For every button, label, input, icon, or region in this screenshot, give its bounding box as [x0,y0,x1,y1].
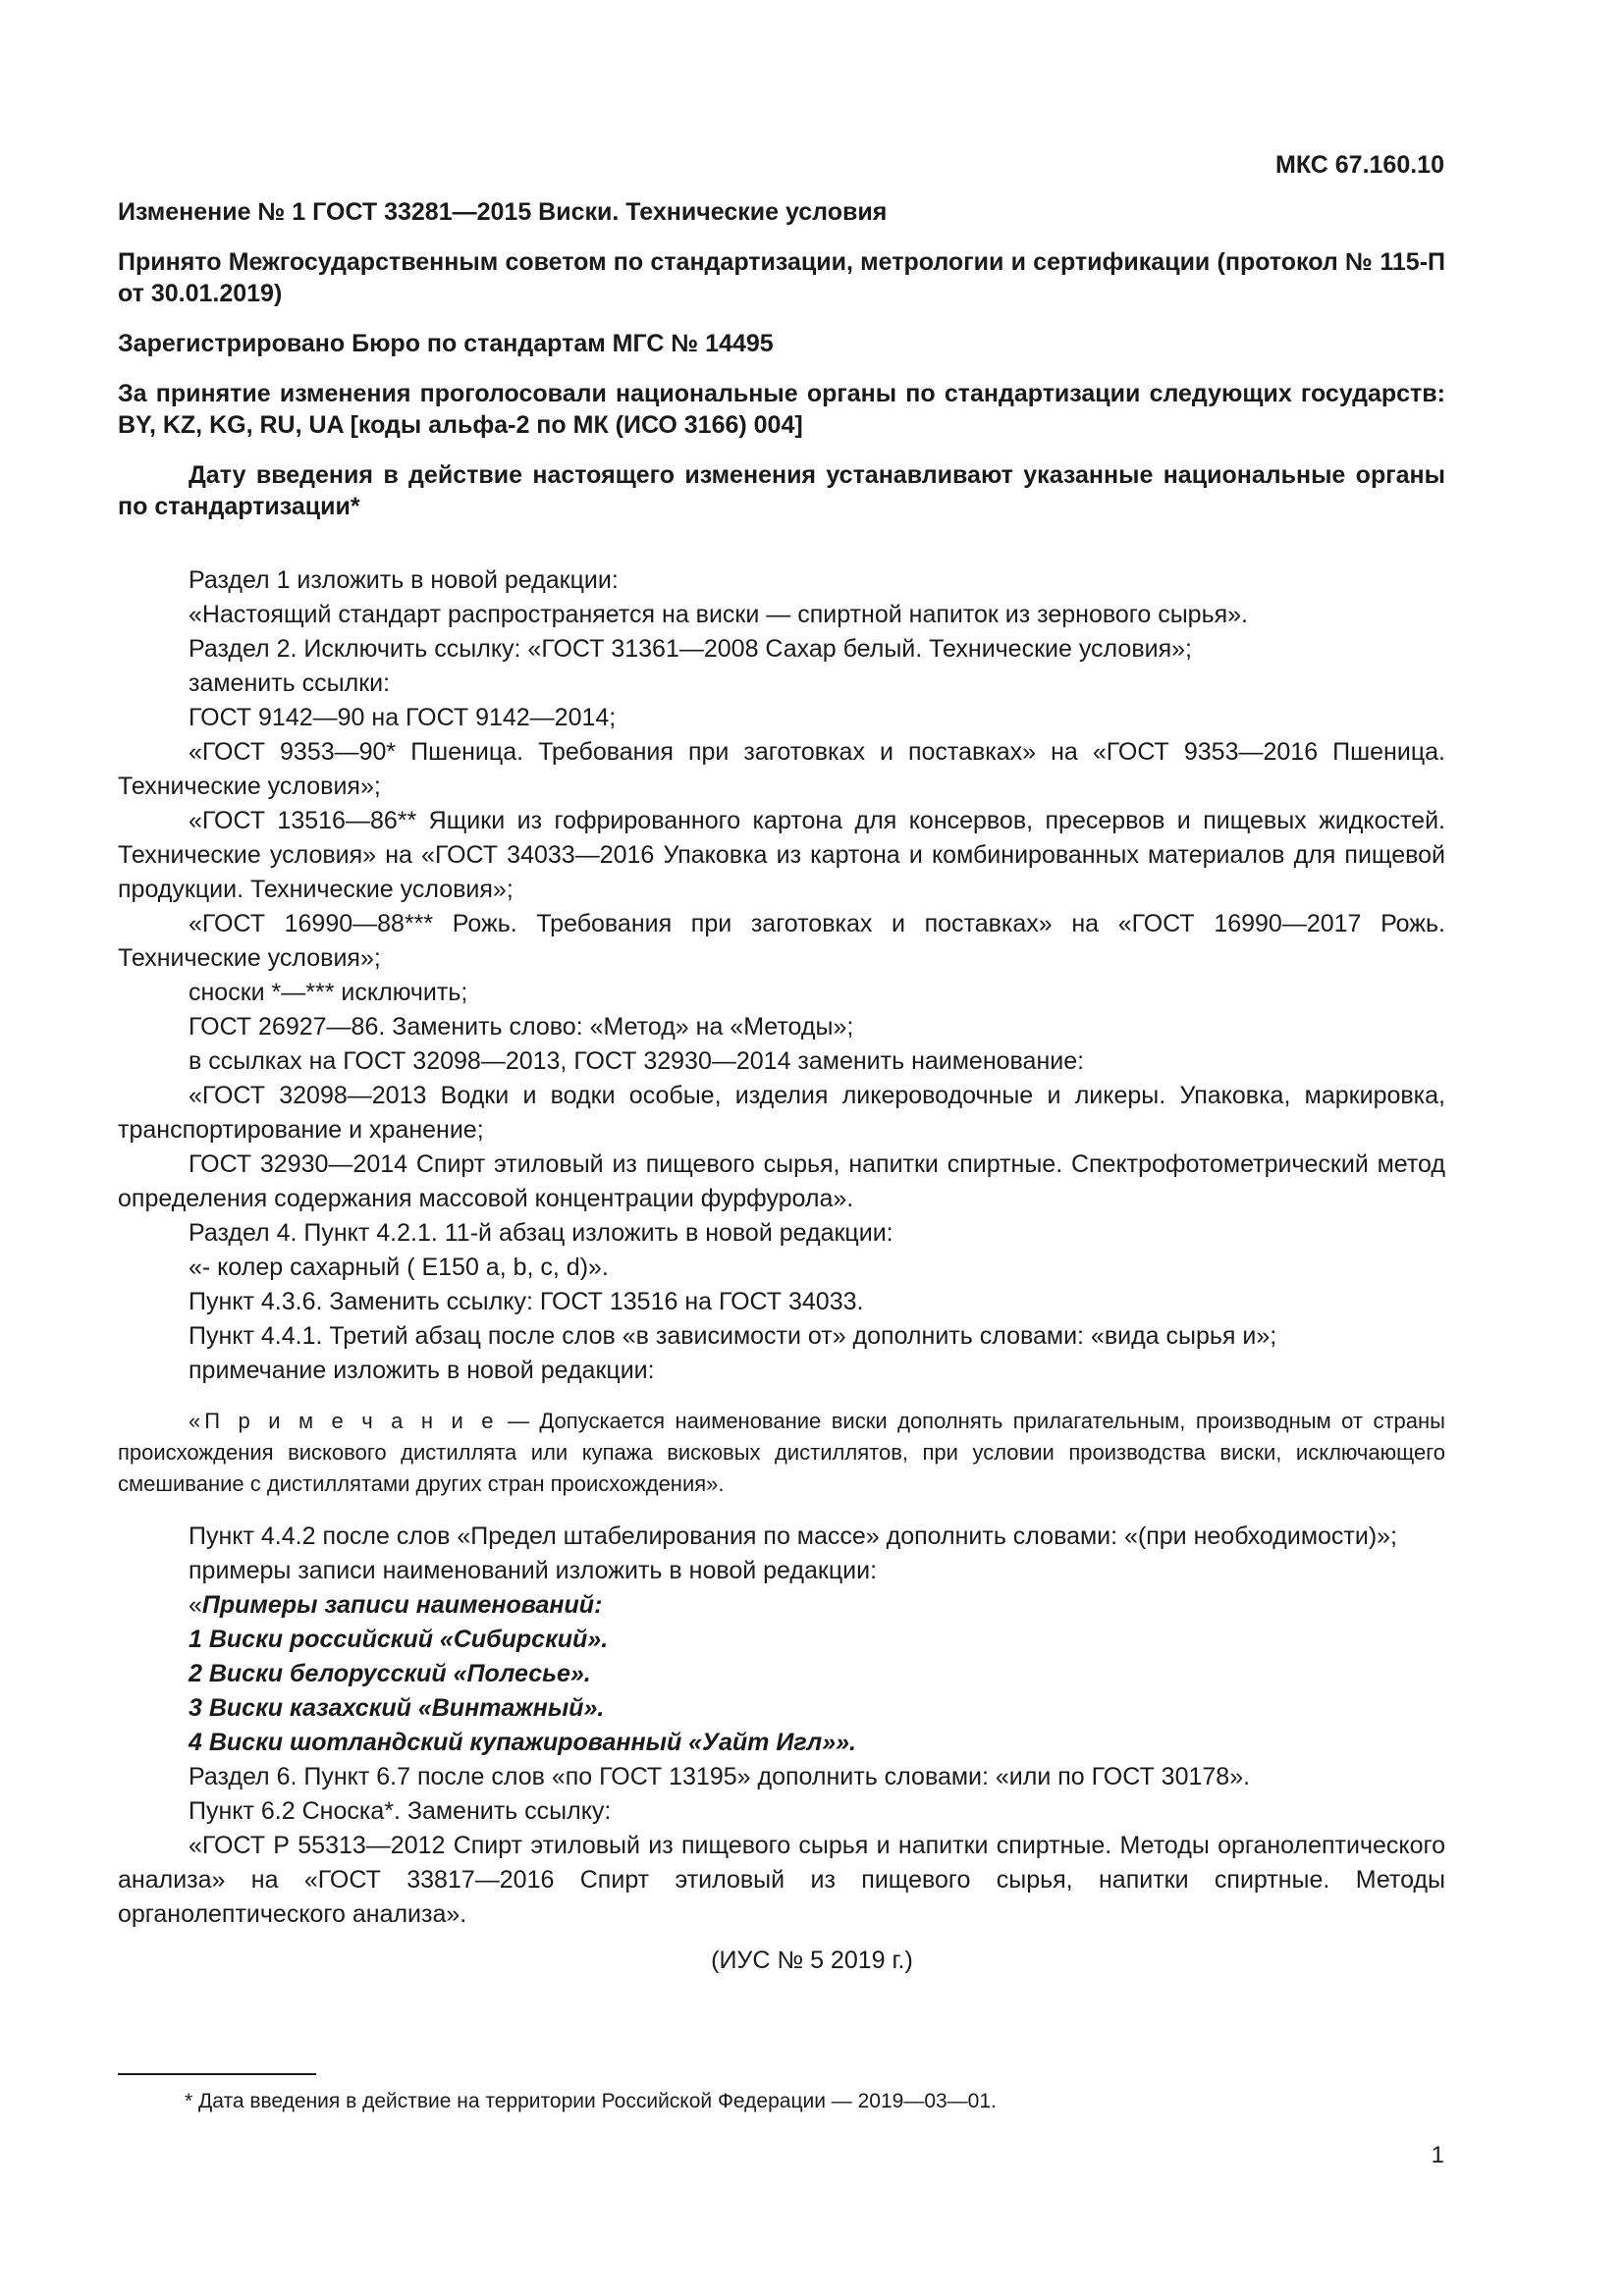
footnote-divider [118,2073,316,2075]
open-quote: « [189,1591,202,1619]
examples-title-text: Примеры записи наименований: [201,1591,603,1619]
paragraph: Пункт 4.4.1. Третий абзац после слов «в зависимости от» дополнить словами: «вида сырья и»; [189,1322,1277,1350]
paragraph: примеры записи наименований изложить в новой редакции: [189,1557,878,1584]
note-block [118,1406,1445,1500]
paragraph: ГОСТ 9142—90 на ГОСТ 9142—2014; [189,704,617,731]
paragraph: «ГОСТ 13516—86** Ящики из гофрированного картона для консервов, пресервов и пищевых жидкостей. Технические условия» на «ГОСТ 34033—2016 Упаковка из картона и комбинированных материалов для пищевой продукции. Технические условия»; [118,807,1445,903]
document-header [118,196,1445,541]
page-number: 1 [1431,2142,1444,2168]
classification-code: МКС 67.160.10 [1275,151,1444,179]
registration-statement: Зарегистрировано Бюро по стандартам МГС № 14495 [118,330,774,357]
paragraph: ГОСТ 26927—86. Заменить слово: «Метод» на «Методы»; [189,1013,854,1041]
paragraph: «ГОСТ Р 55313—2012 Спирт этиловый из пищевого сырья и напитки спиртные. Методы органолептического анализа» на «ГОСТ 33817—2016 Спирт этиловый из пищевого сырья, напитки спиртные. Методы органолептического анализа». [118,1832,1445,1928]
paragraph: «ГОСТ 32098—2013 Водки и водки особые, изделия ликероводочные и ликеры. Упаковка, маркировка, транспортирование и хранение; [118,1082,1445,1144]
paragraph: Раздел 1 изложить в новой редакции: [189,566,619,594]
paragraph: Раздел 2. Исключить ссылку: «ГОСТ 31361—2008 Сахар белый. Технические условия»; [189,635,1192,663]
note-label: «П р и м е ч а н и е [189,1409,498,1433]
paragraph: Раздел 6. Пункт 6.7 после слов «по ГОСТ 13195» дополнить словами: «или по ГОСТ 30178». [189,1763,1251,1790]
paragraph: Пункт 4.3.6. Заменить ссылку: ГОСТ 13516 на ГОСТ 34033. [189,1288,864,1315]
amendment-title: Изменение № 1 ГОСТ 33281—2015 Виски. Технические условия [118,198,888,226]
paragraph: «ГОСТ 9353—90* Пшеница. Требования при заготовках и поставках» на «ГОСТ 9353—2016 Пшеница. Технические условия»; [118,738,1445,800]
footnote: * Дата введения в действие на территории Российской Федерации — 2019—03—01. [185,2090,997,2112]
example-item: 4 Виски шотландский купажированный «Уайт Игл»». [189,1729,856,1756]
examples-title [118,1588,1445,1623]
paragraph: заменить ссылки: [189,669,391,697]
ius-reference: (ИУС № 5 2019 г.) [711,1947,913,1974]
adopted-statement: Принято Межгосударственным советом по стандартизации, метрологии и сертификации (протокол № 115-П от 30.01.2019) [118,248,1445,307]
example-item: 3 Виски казахский «Винтажный». [189,1694,605,1722]
paragraph: «ГОСТ 16990—88*** Рожь. Требования при заготовках и поставках» на «ГОСТ 16990—2017 Рожь. Технические условия»; [118,910,1445,972]
paragraph: Раздел 4. Пункт 4.2.1. 11-й абзац изложить в новой редакции: [189,1219,893,1247]
paragraph: примечание изложить в новой редакции: [189,1357,655,1384]
paragraph: Пункт 6.2 Сноска*. Заменить ссылку: [189,1797,612,1825]
amendment-body [118,563,1445,1932]
example-item: 2 Виски белорусский «Полесье». [189,1660,591,1687]
paragraph: Пункт 4.4.2 после слов «Предел штабелирования по массе» дополнить словами: «(при необходимости)»; [189,1522,1398,1550]
effective-date-statement: Дату введения в действие настоящего изменения устанавливают указанные национальные органы по стандартизации* [118,461,1445,520]
paragraph: «Настоящий стандарт распространяется на виски — спиртной напиток из зернового сырья». [189,601,1248,628]
paragraph: сноски *—*** исключить; [189,979,468,1006]
voting-statement: За принятие изменения проголосовали национальные органы по стандартизации следующих государств: BY, KZ, KG, RU, UA [коды альфа-2 по МК (ИСО 3166) 004] [118,380,1445,439]
note-text: — Допускается наименование виски дополнять прилагательным, производным от страны происхождения вискового дистиллята или купажа вискoвых дистиллятов, при условии производства виски, исключающего смешивание с дистиллятами других стран происхождения». [118,1409,1445,1496]
paragraph: ГОСТ 32930—2014 Спирт этиловый из пищевого сырья, напитки спиртные. Спектрофотометрический метод определения содержания массовой концентрации фурфурола». [118,1150,1445,1212]
example-item: 1 Виски российский «Сибирский». [189,1626,609,1653]
paragraph: «- колер сахарный ( Е150 а, b, c, d)». [189,1254,609,1281]
paragraph: в ссылках на ГОСТ 32098—2013, ГОСТ 32930—2014 заменить наименование: [189,1047,1085,1075]
